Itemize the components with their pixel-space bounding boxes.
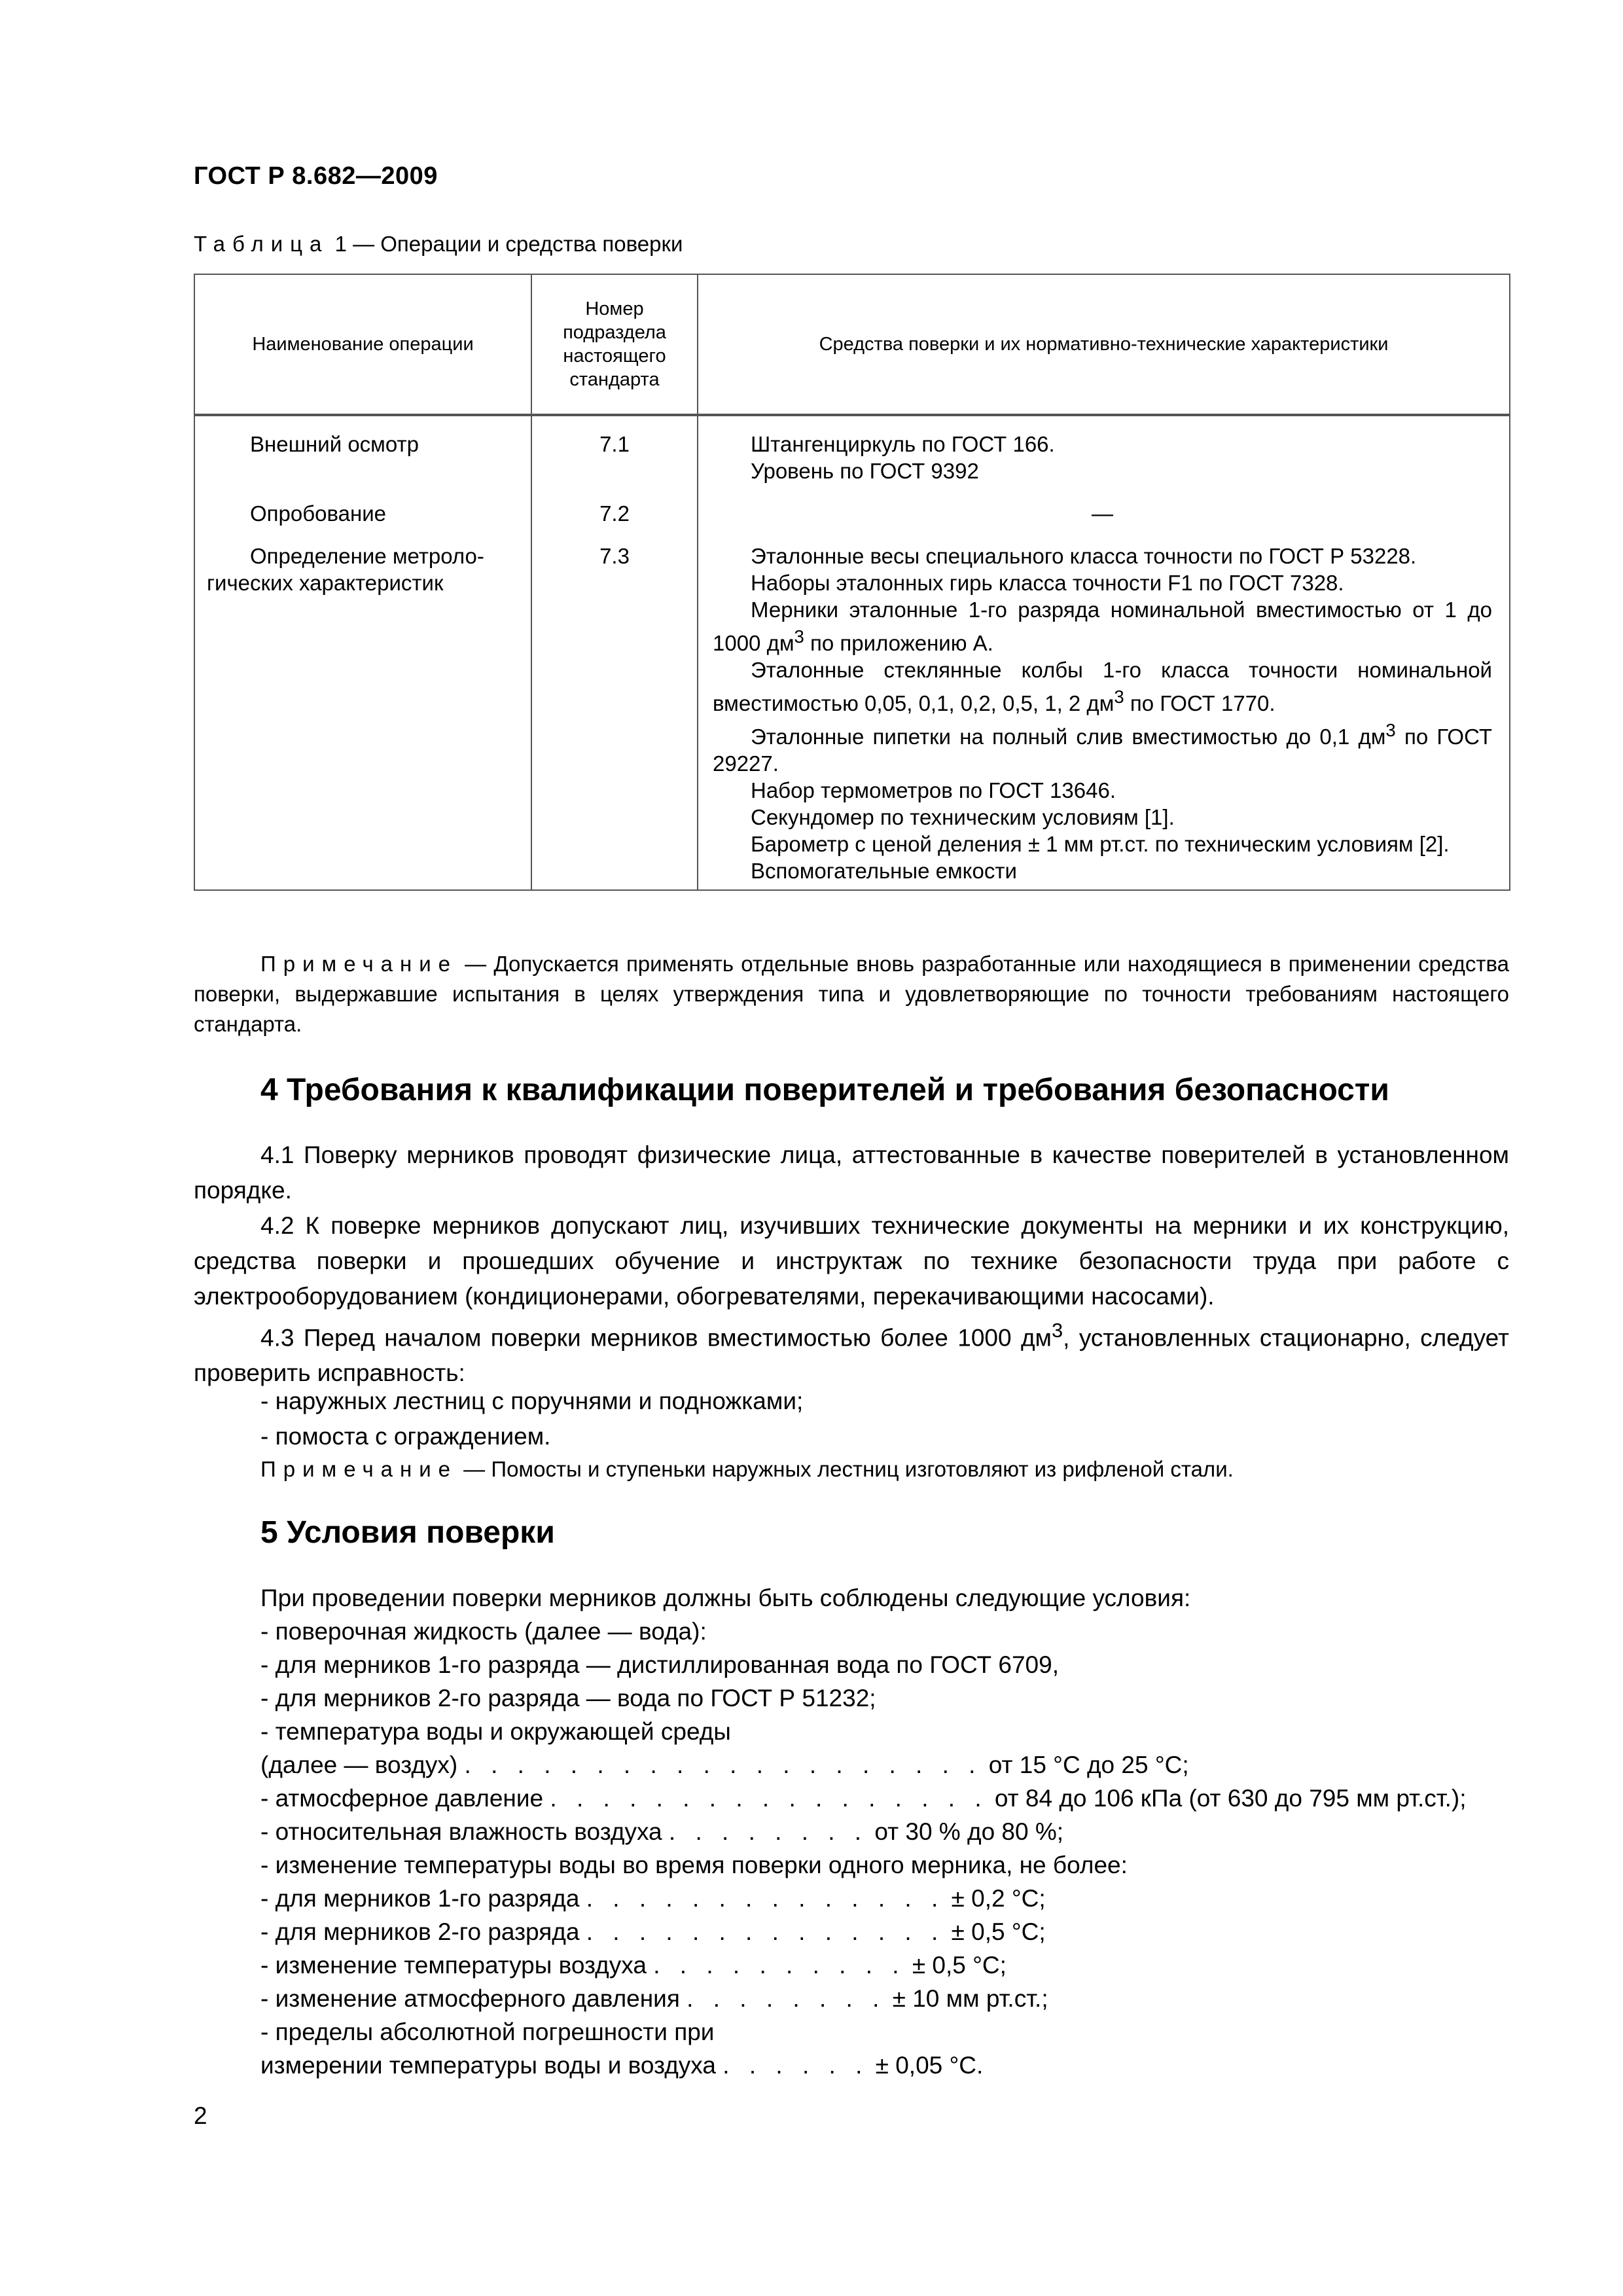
means-item: Мерники эталонные 1-го разряда номинальной вместимостью от 1 до 1000 $дм^3$ по приложению А. xyxy=(713,598,1492,655)
paragraph-4-2: 4.2 К поверке мерников допускают лиц, изучивших технические документы на мерники и их конструкцию, средства поверки и прошедших обучение и инструктаж по технике безопасности труда при работе с электрооборудованием (кондиционерами, обогревателями, перекачивающими насосами). xyxy=(194,1212,1509,1310)
leader-dots: . . . . . . . . . . . . . . . . . . . . xyxy=(464,1751,982,1778)
condition-label: - изменение атмосферного давления xyxy=(260,1985,680,2012)
condition-row xyxy=(260,1882,1467,1915)
condition-value: ± 0,5 °С; xyxy=(912,1952,1007,1979)
condition-row xyxy=(260,1948,1467,1982)
condition-line: - для мерников 1-го разряда — дистиллированная вода по ГОСТ 6709, xyxy=(260,1651,1059,1678)
condition-label: - для мерников 1-го разряда xyxy=(260,1885,580,1912)
condition-line: - температура воды и окружающей среды xyxy=(260,1718,731,1745)
condition-line: - пределы абсолютной погрешности при xyxy=(260,2018,715,2045)
means-item: Вспомогательные емкости xyxy=(751,859,1017,883)
leader-dots: . . . . . . . . . . . . . . xyxy=(586,1885,945,1912)
condition-value: ± 0,2 °С; xyxy=(951,1885,1046,1912)
table-header-row xyxy=(194,274,1510,415)
condition-row xyxy=(260,1815,1467,1848)
leader-dots: . . . . . . xyxy=(722,2052,869,2079)
means-item: Штангенциркуль по ГОСТ 166. xyxy=(751,432,1055,456)
condition-value: от 84 до 106 кПа (от 630 до 795 мм рт.ст.); xyxy=(994,1785,1467,1812)
table-caption-number: 1 xyxy=(334,232,347,256)
cell-subsection-number: 7.1 xyxy=(531,415,698,484)
cell-operation-name: Внешний осмотр xyxy=(194,415,531,484)
section-4-title: 4 Требования к квалификации поверителей и требования безопасности xyxy=(260,1073,1389,1107)
means-item: Секундомер по техническим условиям [1]. xyxy=(751,805,1175,829)
leader-dots: . . . . . . . . . . xyxy=(653,1952,906,1979)
condition-value: от 15 °С до 25 °С; xyxy=(988,1751,1189,1778)
list-item: - помоста с ограждением. xyxy=(260,1423,551,1450)
cell-verification-means xyxy=(698,527,1510,890)
leader-dots: . . . . . . . . . . . . . . xyxy=(586,1918,945,1945)
cell-subsection-number: 7.3 xyxy=(531,527,698,890)
condition-row xyxy=(260,1782,1467,1815)
header-number-line: Номер xyxy=(585,298,644,319)
condition-value: от 30 % до 80 %; xyxy=(874,1818,1064,1845)
table-row xyxy=(194,527,1510,890)
leader-dots: . . . . . . . . xyxy=(687,1985,886,2012)
condition-row xyxy=(260,1982,1467,2015)
cell-verification-means xyxy=(698,484,1510,527)
paragraph-4-1: 4.1 Поверку мерников проводят физические лица, аттестованные в качестве поверителей в установленном порядке. xyxy=(194,1141,1509,1204)
condition-line: - для мерников 2-го разряда — вода по ГОСТ Р 51232; xyxy=(260,1685,876,1712)
header-subsection-number xyxy=(531,274,698,415)
verification-conditions xyxy=(260,1581,1467,2082)
means-item: Уровень по ГОСТ 9392 xyxy=(751,459,979,483)
table-caption xyxy=(194,232,683,257)
table-row xyxy=(194,415,1510,484)
cell-verification-means xyxy=(698,415,1510,484)
means-item: Эталонные весы специального класса точности по ГОСТ Р 53228. xyxy=(751,544,1417,568)
condition-label: - относительная влажность воздуха xyxy=(260,1818,662,1845)
header-operation-name: Наименование операции xyxy=(194,274,531,415)
means-item: Эталонные стеклянные колбы 1-го класса точности номинальной вместимостью 0,05, 0,1, 0,2, 0,5, 1, 2 $дм^3$ по ГОСТ 1770. xyxy=(713,658,1492,715)
means-item: Наборы эталонных гирь класса точности F1 по ГОСТ 7328. xyxy=(751,571,1344,595)
condition-row xyxy=(260,1915,1467,1948)
condition-value: ± 10 мм рт.ст.; xyxy=(892,1985,1048,2012)
means-item: Набор термометров по ГОСТ 13646. xyxy=(751,778,1116,802)
condition-row xyxy=(260,1748,1467,1782)
section-5-title: 5 Условия поверки xyxy=(260,1515,555,1550)
leader-dots: . . . . . . . . . . . . . . . . . xyxy=(550,1785,988,1812)
condition-value: ± 0,05 °С. xyxy=(875,2052,984,2079)
header-number-line: подраздела xyxy=(563,322,666,343)
cell-operation-name: Определение метроло- гических характеристик xyxy=(194,527,531,890)
condition-label: измерении температуры воды и воздуха xyxy=(260,2052,716,2079)
note-text: — Допускается применять отдельные вновь разработанные или находящиеся в применении средства поверки, выдержавшие испытания в целях утверждения типа и удовлетворяющие по точности требованиям настоящего стандарта. xyxy=(194,952,1509,1036)
condition-label: - атмосферное давление xyxy=(260,1785,544,1812)
condition-row xyxy=(260,2049,1467,2082)
note-label: Примечание xyxy=(260,1457,458,1481)
conditions-intro: При проведении поверки мерников должны быть соблюдены следующие условия: xyxy=(260,1585,1191,1611)
header-number-line: стандарта xyxy=(569,369,660,390)
means-empty-dash: — xyxy=(1092,501,1113,526)
note-text: — Помосты и ступеньки наружных лестниц изготовляют из рифленой стали. xyxy=(457,1457,1234,1481)
table-caption-label: Таблица xyxy=(194,232,329,256)
note-label: Примечание xyxy=(260,952,458,976)
safety-check-list xyxy=(260,1384,803,1454)
paragraph-4-3: 4.3 Перед началом поверки мерников вместимостью более 1000 $дм^3$, установленных стационарно, следует проверить исправность: xyxy=(194,1319,1509,1387)
condition-line: - изменение температуры воды во время поверки одного мерника, не более: xyxy=(260,1852,1128,1878)
operations-table xyxy=(194,274,1510,891)
leader-dots: . . . . . . . . xyxy=(668,1818,868,1845)
means-item: Барометр с ценой деления ± 1 мм рт.ст. по техническим условиям [2]. xyxy=(751,832,1450,856)
condition-label: (далее — воздух) xyxy=(260,1751,458,1778)
list-item: - наружных лестниц с поручнями и подножками; xyxy=(260,1388,804,1414)
table-row xyxy=(194,484,1510,527)
header-verification-means: Средства поверки и их нормативно-технические характеристики xyxy=(698,274,1510,415)
header-number-line: настоящего xyxy=(563,346,666,367)
table-note xyxy=(194,949,1509,1039)
document-code: ГОСТ Р 8.682—2009 xyxy=(194,162,438,190)
section-4-note xyxy=(194,1454,1509,1484)
means-item: Эталонные пипетки на полный слив вместимостью до 0,1 $дм^3$ по ГОСТ 29227. xyxy=(713,720,1492,776)
condition-value: ± 0,5 °С; xyxy=(951,1918,1046,1945)
condition-label: - для мерников 2-го разряда xyxy=(260,1918,580,1945)
table-caption-title: — Операции и средства поверки xyxy=(346,232,683,256)
cell-subsection-number: 7.2 xyxy=(531,484,698,527)
page-number: 2 xyxy=(194,2102,207,2129)
cell-operation-name: Опробование xyxy=(194,484,531,527)
condition-label: - изменение температуры воздуха xyxy=(260,1952,647,1979)
condition-line: - поверочная жидкость (далее — вода): xyxy=(260,1618,707,1645)
